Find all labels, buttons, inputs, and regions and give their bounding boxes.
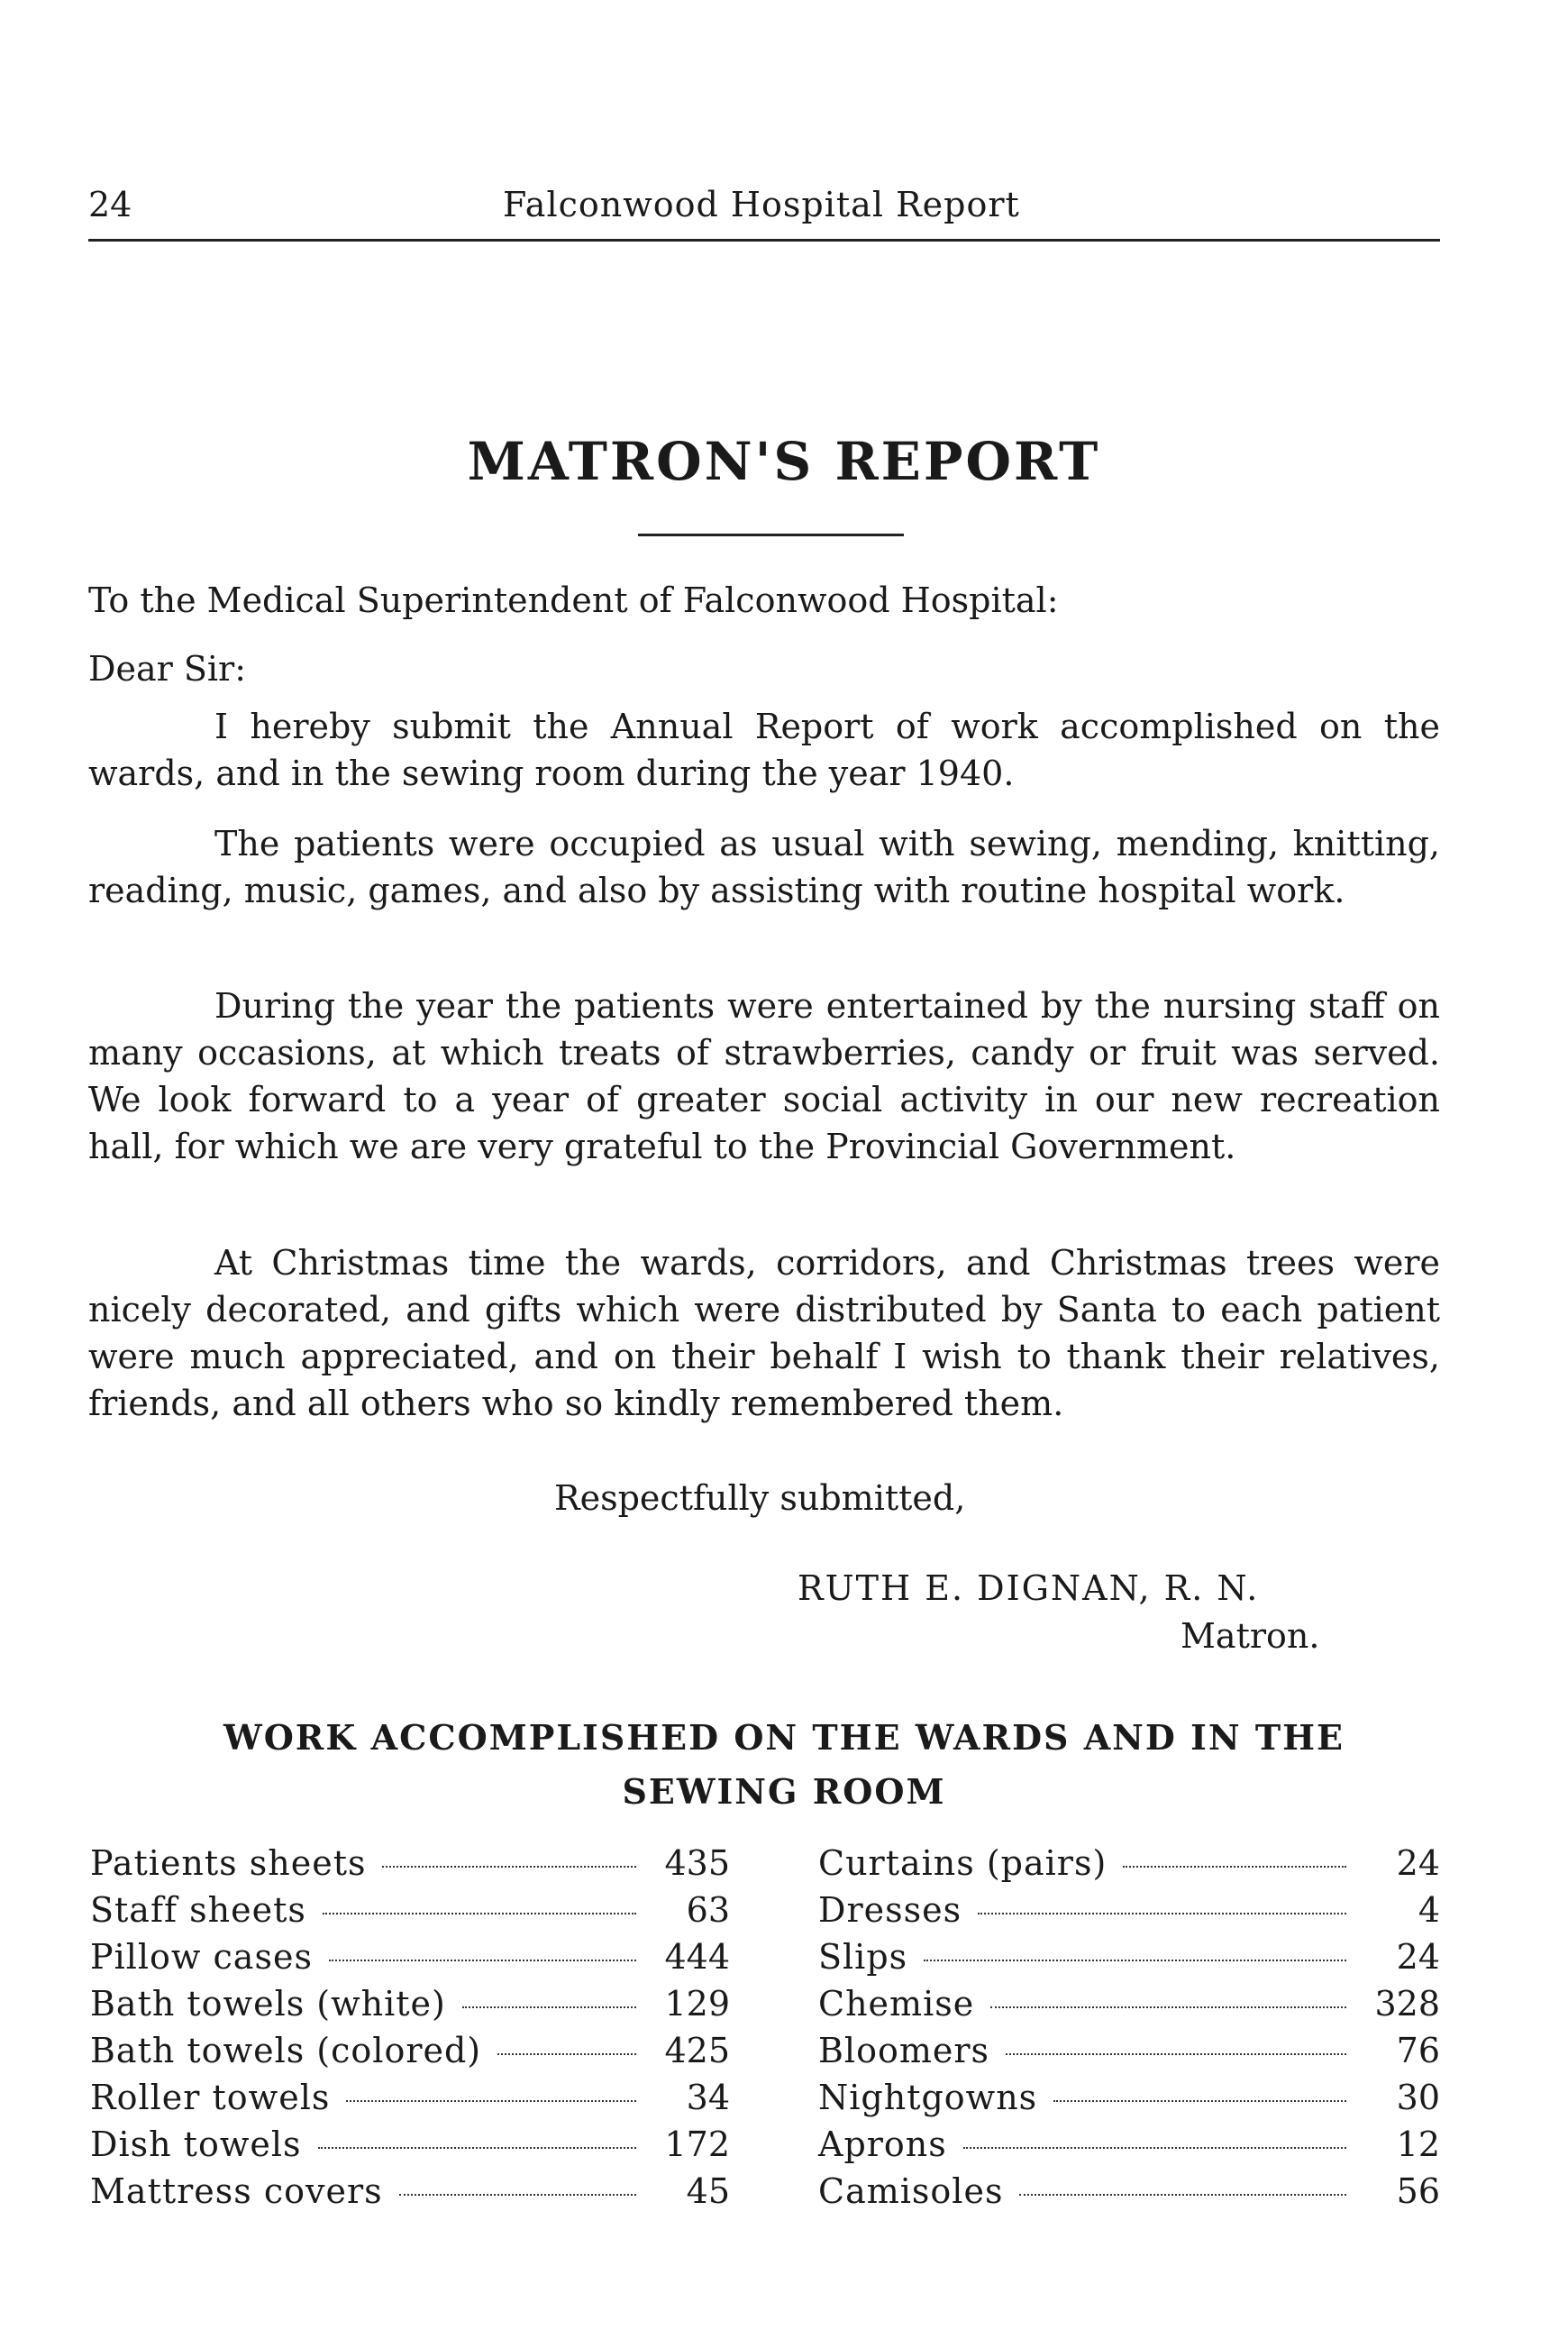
list-item bbox=[90, 2124, 730, 2171]
dot-leader bbox=[1019, 2194, 1346, 2196]
paragraph-4: At Christmas time the wards, corridors, and Christmas trees were nicely decorated, and gifts which were distributed by Santa to each patient were much appreciated, and on their behalf I wish to thank their relatives, friends, and all others who so kindly remembered them. bbox=[88, 1243, 1440, 1423]
item-count: 12 bbox=[1396, 2124, 1440, 2164]
work-heading-line-2: SEWING ROOM bbox=[622, 1771, 946, 1812]
paragraph-2: The patients were occupied as usual with sewing, mending, knitting, reading, music, games, and also by assisting with routine hospital work. bbox=[88, 824, 1440, 910]
work-list-right bbox=[818, 1843, 1440, 2218]
item-count: 63 bbox=[686, 1890, 730, 1930]
salutation: Dear Sir: bbox=[88, 649, 247, 689]
dot-leader bbox=[1053, 2100, 1346, 2102]
item-count: 129 bbox=[664, 1984, 730, 2024]
page-number: 24 bbox=[88, 185, 132, 224]
work-heading-line-1: WORK ACCOMPLISHED ON THE WARDS AND IN THE bbox=[223, 1717, 1345, 1758]
item-count: 24 bbox=[1396, 1937, 1440, 1977]
item-name: Bloomers bbox=[818, 2031, 990, 2070]
dot-leader bbox=[329, 1960, 636, 1961]
list-item bbox=[818, 2031, 1440, 2078]
item-count: 4 bbox=[1418, 1890, 1440, 1930]
list-item bbox=[90, 1890, 730, 1937]
title-rule bbox=[638, 534, 904, 536]
item-count: 34 bbox=[686, 2078, 730, 2117]
list-item bbox=[818, 2078, 1440, 2124]
item-name: Curtains (pairs) bbox=[818, 1843, 1108, 1883]
item-count: 45 bbox=[686, 2171, 730, 2211]
paragraph-1: I hereby submit the Annual Report of work accomplished on the wards, and in the sewing room during the year 1940. bbox=[88, 707, 1440, 793]
addressee-line: To the Medical Superintendent of Falconwood Hospital: bbox=[88, 580, 1059, 620]
item-name: Bath towels (white) bbox=[90, 1984, 446, 2024]
item-name: Dresses bbox=[818, 1890, 962, 1930]
dot-leader bbox=[318, 2147, 637, 2149]
report-title: MATRON'S REPORT bbox=[467, 431, 1101, 492]
list-item bbox=[818, 1890, 1440, 1937]
item-count: 56 bbox=[1396, 2171, 1440, 2211]
dot-leader bbox=[462, 2006, 636, 2008]
list-item bbox=[90, 2078, 730, 2124]
list-item bbox=[818, 1937, 1440, 1984]
list-item bbox=[818, 1843, 1440, 1890]
dot-leader bbox=[346, 2100, 636, 2102]
item-name: Slips bbox=[818, 1937, 908, 1977]
list-item bbox=[90, 1843, 730, 1890]
list-item bbox=[90, 1984, 730, 2031]
signatory-title: Matron. bbox=[1181, 1616, 1320, 1656]
dot-leader bbox=[978, 1913, 1346, 1914]
list-item bbox=[818, 2124, 1440, 2171]
item-name: Camisoles bbox=[818, 2171, 1004, 2211]
dot-leader bbox=[1006, 2053, 1346, 2055]
work-list-left bbox=[90, 1843, 730, 2218]
item-name: Pillow cases bbox=[90, 1937, 313, 1977]
item-name: Dish towels bbox=[90, 2124, 302, 2164]
item-count: 76 bbox=[1396, 2031, 1440, 2070]
item-count: 328 bbox=[1374, 1984, 1440, 2024]
item-count: 24 bbox=[1396, 1843, 1440, 1883]
signatory-name: RUTH E. DIGNAN, R. N. bbox=[798, 1568, 1260, 1608]
work-section-heading bbox=[180, 1711, 1388, 1819]
item-name: Roller towels bbox=[90, 2078, 331, 2117]
item-count: 444 bbox=[664, 1937, 730, 1977]
list-item bbox=[90, 2171, 730, 2218]
item-name: Patients sheets bbox=[90, 1843, 367, 1883]
item-name: Staff sheets bbox=[90, 1890, 306, 1930]
dot-leader bbox=[382, 1866, 636, 1868]
dot-leader bbox=[1123, 1866, 1346, 1868]
item-count: 172 bbox=[664, 2124, 730, 2164]
item-name: Chemise bbox=[818, 1984, 975, 2024]
dot-leader bbox=[963, 2147, 1346, 2149]
closing-line: Respectfully submitted, bbox=[554, 1478, 966, 1518]
item-name: Bath towels (colored) bbox=[90, 2031, 482, 2070]
item-name: Nightgowns bbox=[818, 2078, 1038, 2117]
list-item bbox=[818, 1984, 1440, 2031]
dot-leader bbox=[924, 1960, 1346, 1961]
item-name: Aprons bbox=[818, 2124, 947, 2164]
item-count: 425 bbox=[664, 2031, 730, 2070]
dot-leader bbox=[497, 2053, 636, 2055]
item-count: 435 bbox=[664, 1843, 730, 1883]
dot-leader bbox=[990, 2006, 1346, 2008]
dot-leader bbox=[323, 1913, 636, 1914]
list-item bbox=[90, 1937, 730, 1984]
running-head bbox=[88, 185, 1440, 242]
list-item bbox=[90, 2031, 730, 2078]
paragraph-3: During the year the patients were entertained by the nursing staff on many occasions, at which treats of strawberries, candy or fruit was served. We look forward to a year of greater social activity in our new recreation hall, for which we are very grateful to the Provincial Government. bbox=[88, 986, 1440, 1166]
item-name: Mattress covers bbox=[90, 2171, 383, 2211]
dot-leader bbox=[399, 2194, 636, 2196]
item-count: 30 bbox=[1396, 2078, 1440, 2117]
running-head-title: Falconwood Hospital Report bbox=[503, 185, 1020, 224]
list-item bbox=[818, 2171, 1440, 2218]
